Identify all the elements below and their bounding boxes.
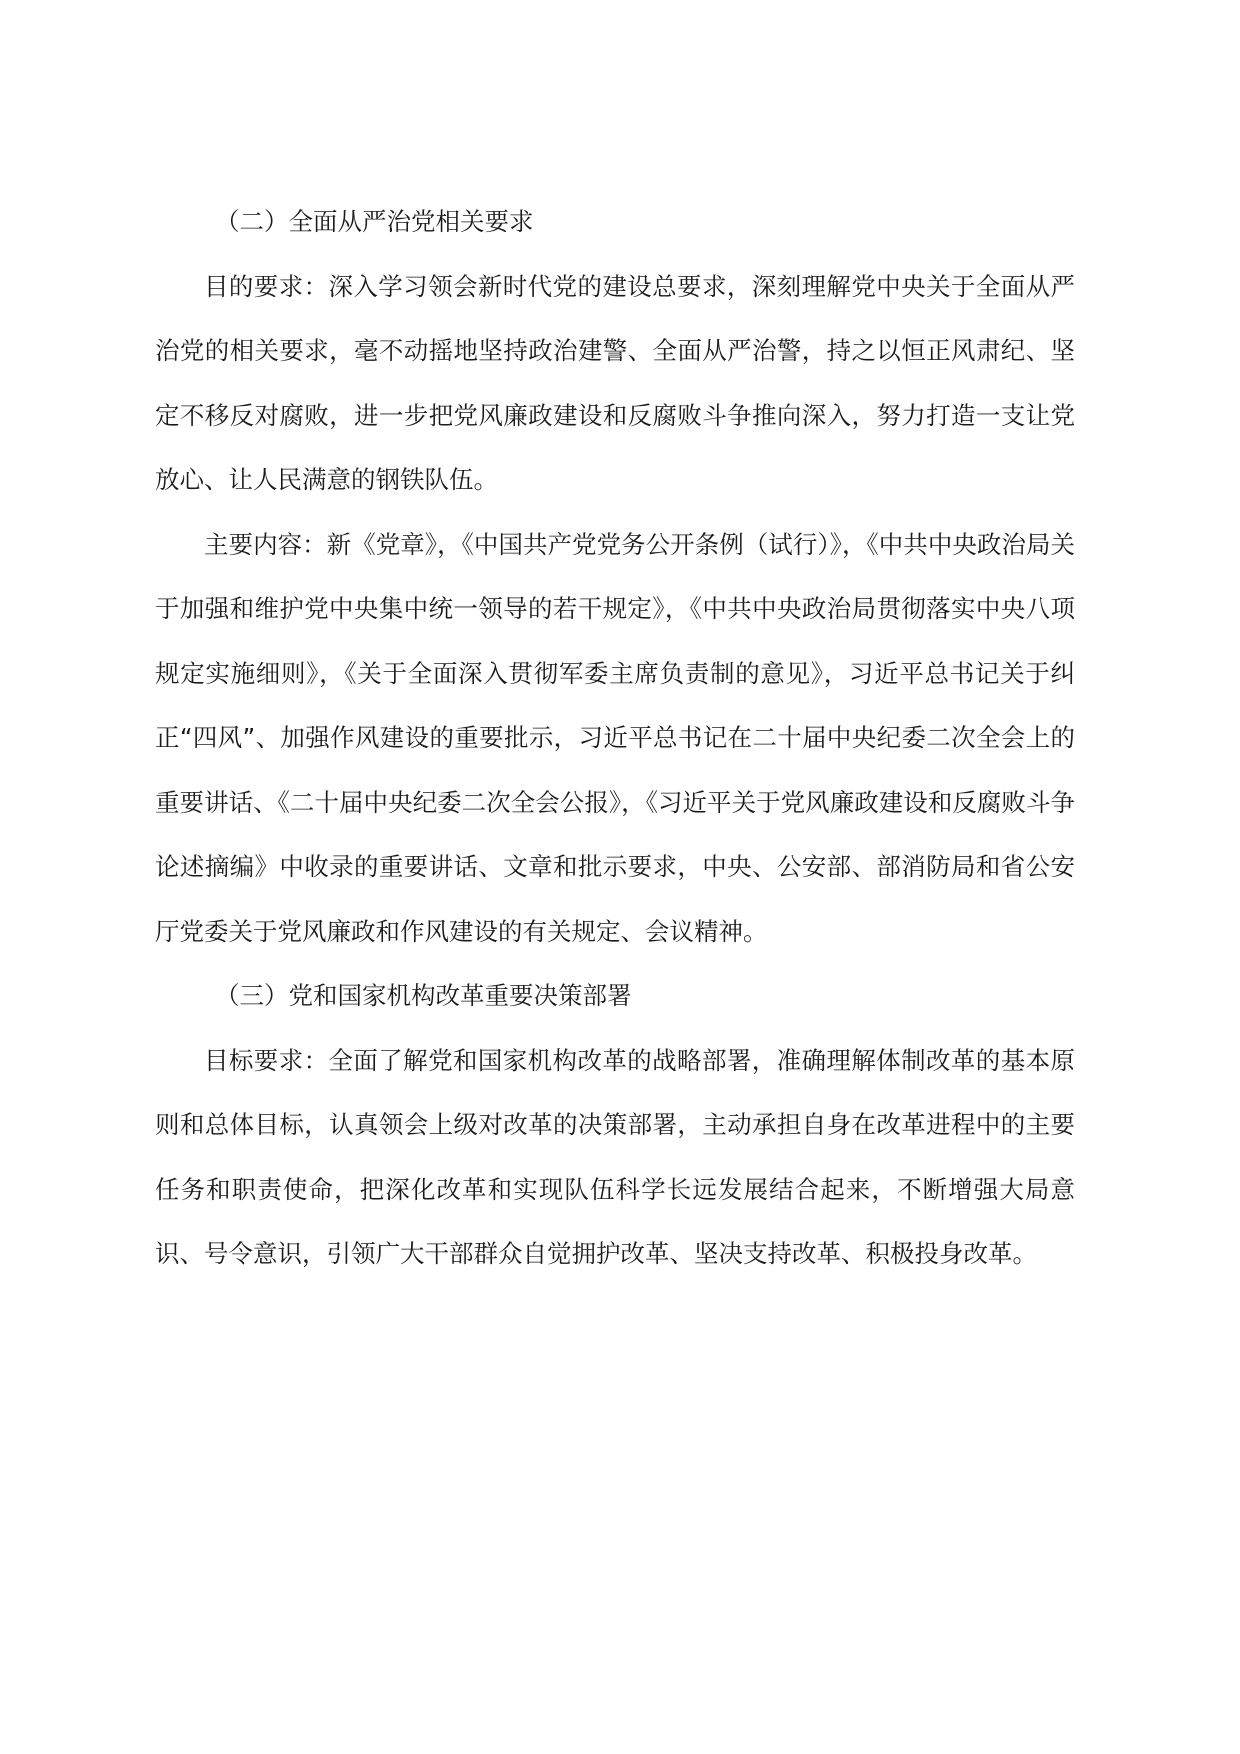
section-2-content-paragraph: 主要内容：新《党章》，《中国共产党党务公开条例（试行）》，《中共中央政治局关于加强和维护党中央集中统一领导的若干规定》，《中共中央政治局贯彻落实中央八项规定实施细则》，《关于全面深入贯彻军委主席负责制的意见》，习近平总书记关于纠正“四风”、加强作风建设的重要批示，习近平总书记在二十届中央纪委二次全会上的重要讲话、《二十届中央纪委二次全会公报》，《习近平关于党风廉政建设和反腐败斗争论述摘编》中收录的重要讲话、文章和批示要求，中央、公安部、部消防局和省公安厅党委关于党风廉政和作风建设的有关规定、会议精神。	[155, 529, 1075, 946]
section-heading-3: （三）党和国家机构改革重要决策部署	[215, 981, 632, 1010]
document-body	[155, 190, 1075, 1287]
section-2-objectives-paragraph: 目的要求：深入学习领会新时代党的建设总要求，深刻理解党中央关于全面从严治党的相关要求，毫不动摇地坚持政治建警、全面从严治警，持之以恒正风肃纪、坚定不移反对腐败，进一步把党风廉政建设和反腐败斗争推向深入，努力打造一支让党放心、让人民满意的钢铁队伍。	[155, 271, 1075, 494]
section-3-objectives-paragraph: 目标要求：全面了解党和国家机构改革的战略部署，准确理解体制改革的基本原则和总体目标，认真领会上级对改革的决策部署，主动承担自身在改革进程中的主要任务和职责使命，把深化改革和实现队伍科学长远发展结合起来，不断增强大局意识、号令意识，引领广大干部群众自觉拥护改革、坚决支持改革、积极投身改革。	[155, 1045, 1075, 1268]
section-heading-2: （二）全面从严治党相关要求	[215, 207, 534, 236]
